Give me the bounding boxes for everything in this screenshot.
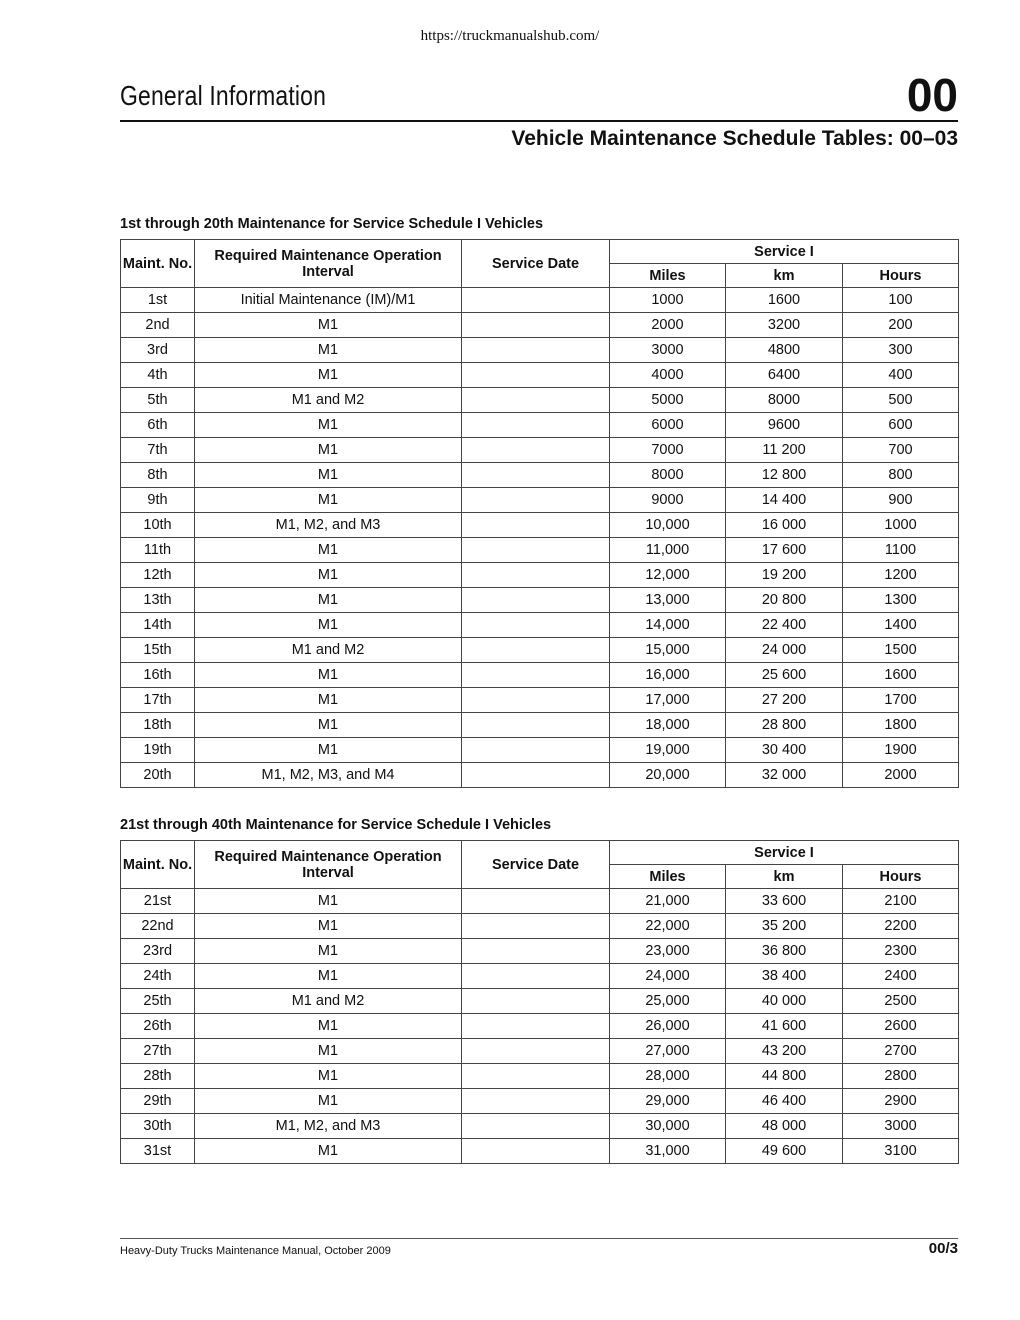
maint-no-cell: 3rd — [121, 338, 195, 363]
km-cell: 9600 — [726, 413, 843, 438]
maint-no-cell: 26th — [121, 1014, 195, 1039]
miles-cell: 20,000 — [610, 763, 726, 788]
maint-no-cell: 19th — [121, 738, 195, 763]
table-row — [121, 413, 959, 438]
hours-cell: 2700 — [843, 1039, 959, 1064]
operation-cell: M1 — [195, 1014, 462, 1039]
table-row — [121, 1139, 959, 1164]
miles-cell: 16,000 — [610, 663, 726, 688]
hours-cell: 2200 — [843, 914, 959, 939]
maint-no-cell: 24th — [121, 964, 195, 989]
service-date-cell — [462, 1014, 610, 1039]
table-row — [121, 1039, 959, 1064]
header-service-date: Service Date — [462, 240, 610, 288]
km-cell: 16 000 — [726, 513, 843, 538]
section-number: 00 — [906, 69, 958, 121]
hours-cell: 900 — [843, 488, 959, 513]
miles-cell: 12,000 — [610, 563, 726, 588]
km-cell: 3200 — [726, 313, 843, 338]
operation-cell: M1 — [195, 964, 462, 989]
service-date-cell — [462, 338, 610, 363]
km-cell: 43 200 — [726, 1039, 843, 1064]
hours-cell: 1600 — [843, 663, 959, 688]
source-url: https://truckmanualshub.com/ — [420, 28, 600, 44]
operation-cell: M1 — [195, 914, 462, 939]
operation-cell: M1 — [195, 738, 462, 763]
miles-cell: 26,000 — [610, 1014, 726, 1039]
hours-cell: 2100 — [843, 889, 959, 914]
miles-cell: 10,000 — [610, 513, 726, 538]
hours-cell: 2300 — [843, 939, 959, 964]
miles-cell: 28,000 — [610, 1064, 726, 1089]
km-cell: 17 600 — [726, 538, 843, 563]
maint-no-cell: 12th — [121, 563, 195, 588]
operation-cell: M1 — [195, 1039, 462, 1064]
operation-cell: M1 — [195, 463, 462, 488]
km-cell: 30 400 — [726, 738, 843, 763]
service-date-cell — [462, 463, 610, 488]
service-date-cell — [462, 363, 610, 388]
header-miles: Miles — [610, 865, 726, 889]
operation-cell: M1 — [195, 488, 462, 513]
operation-cell: M1 and M2 — [195, 638, 462, 663]
hours-cell: 1400 — [843, 613, 959, 638]
header-service-date: Service Date — [462, 841, 610, 889]
miles-cell: 8000 — [610, 463, 726, 488]
service-date-cell — [462, 288, 610, 313]
km-cell: 22 400 — [726, 613, 843, 638]
service-date-cell — [462, 538, 610, 563]
maint-no-cell: 1st — [121, 288, 195, 313]
operation-cell: M1 and M2 — [195, 388, 462, 413]
operation-cell: M1 — [195, 1064, 462, 1089]
service-date-cell — [462, 313, 610, 338]
km-cell: 14 400 — [726, 488, 843, 513]
header-maint-no: Maint. No. — [121, 240, 195, 288]
hours-cell: 500 — [843, 388, 959, 413]
header-service-group: Service I — [610, 240, 959, 264]
table-row — [121, 1014, 959, 1039]
maint-no-cell: 22nd — [121, 914, 195, 939]
table-body-1 — [121, 288, 959, 788]
table-row — [121, 1064, 959, 1089]
hours-cell: 300 — [843, 338, 959, 363]
table-row — [121, 513, 959, 538]
operation-cell: M1 — [195, 1089, 462, 1114]
service-date-cell — [462, 738, 610, 763]
operation-cell: M1 — [195, 363, 462, 388]
operation-cell: M1 — [195, 413, 462, 438]
table-caption-1: 1st through 20th Maintenance for Service Schedule I Vehicles — [120, 216, 544, 232]
maint-no-cell: 18th — [121, 713, 195, 738]
miles-cell: 3000 — [610, 338, 726, 363]
table-row — [121, 613, 959, 638]
service-date-cell — [462, 1064, 610, 1089]
maint-no-cell: 5th — [121, 388, 195, 413]
header-service-group: Service I — [610, 841, 959, 865]
km-cell: 38 400 — [726, 964, 843, 989]
service-date-cell — [462, 939, 610, 964]
maint-no-cell: 29th — [121, 1089, 195, 1114]
operation-cell: M1, M2, and M3 — [195, 1114, 462, 1139]
operation-cell: M1, M2, M3, and M4 — [195, 763, 462, 788]
miles-cell: 1000 — [610, 288, 726, 313]
miles-cell: 15,000 — [610, 638, 726, 663]
table-row — [121, 488, 959, 513]
miles-cell: 27,000 — [610, 1039, 726, 1064]
hours-cell: 2800 — [843, 1064, 959, 1089]
operation-cell: M1 — [195, 313, 462, 338]
miles-cell: 7000 — [610, 438, 726, 463]
hours-cell: 1000 — [843, 513, 959, 538]
service-date-cell — [462, 638, 610, 663]
operation-cell: M1 and M2 — [195, 989, 462, 1014]
header-operation: Required Maintenance Operation Interval — [195, 841, 462, 889]
service-date-cell — [462, 688, 610, 713]
table-row — [121, 939, 959, 964]
miles-cell: 25,000 — [610, 989, 726, 1014]
maint-no-cell: 28th — [121, 1064, 195, 1089]
hours-cell: 1100 — [843, 538, 959, 563]
table-row — [121, 663, 959, 688]
table-row — [121, 538, 959, 563]
service-date-cell — [462, 1039, 610, 1064]
maint-no-cell: 16th — [121, 663, 195, 688]
km-cell: 12 800 — [726, 463, 843, 488]
km-cell: 28 800 — [726, 713, 843, 738]
km-cell: 33 600 — [726, 889, 843, 914]
miles-cell: 17,000 — [610, 688, 726, 713]
footer-manual-title: Heavy-Duty Trucks Maintenance Manual, October 2009 — [120, 1245, 391, 1257]
miles-cell: 6000 — [610, 413, 726, 438]
table-row — [121, 1114, 959, 1139]
km-cell: 27 200 — [726, 688, 843, 713]
table-row — [121, 588, 959, 613]
hours-cell: 2600 — [843, 1014, 959, 1039]
km-cell: 20 800 — [726, 588, 843, 613]
table-row — [121, 914, 959, 939]
hours-cell: 1800 — [843, 713, 959, 738]
miles-cell: 30,000 — [610, 1114, 726, 1139]
km-cell: 11 200 — [726, 438, 843, 463]
table-row — [121, 738, 959, 763]
table-row — [121, 338, 959, 363]
operation-cell: M1 — [195, 688, 462, 713]
table-row — [121, 688, 959, 713]
service-date-cell — [462, 763, 610, 788]
service-date-cell — [462, 613, 610, 638]
km-cell: 35 200 — [726, 914, 843, 939]
miles-cell: 29,000 — [610, 1089, 726, 1114]
maint-no-cell: 17th — [121, 688, 195, 713]
operation-cell: M1 — [195, 538, 462, 563]
table-row — [121, 463, 959, 488]
header-rule — [120, 120, 958, 122]
operation-cell: M1 — [195, 438, 462, 463]
maint-no-cell: 23rd — [121, 939, 195, 964]
hours-cell: 800 — [843, 463, 959, 488]
service-date-cell — [462, 713, 610, 738]
header-miles: Miles — [610, 264, 726, 288]
miles-cell: 14,000 — [610, 613, 726, 638]
table-row — [121, 964, 959, 989]
hours-cell: 2000 — [843, 763, 959, 788]
maint-no-cell: 8th — [121, 463, 195, 488]
hours-cell: 700 — [843, 438, 959, 463]
table-row — [121, 563, 959, 588]
maint-no-cell: 30th — [121, 1114, 195, 1139]
operation-cell: M1 — [195, 713, 462, 738]
miles-cell: 19,000 — [610, 738, 726, 763]
miles-cell: 21,000 — [610, 889, 726, 914]
maint-no-cell: 4th — [121, 363, 195, 388]
km-cell: 4800 — [726, 338, 843, 363]
km-cell: 36 800 — [726, 939, 843, 964]
maint-no-cell: 7th — [121, 438, 195, 463]
header-hours: Hours — [843, 865, 959, 889]
operation-cell: M1 — [195, 663, 462, 688]
service-date-cell — [462, 663, 610, 688]
service-date-cell — [462, 914, 610, 939]
maint-no-cell: 21st — [121, 889, 195, 914]
km-cell: 44 800 — [726, 1064, 843, 1089]
miles-cell: 23,000 — [610, 939, 726, 964]
hours-cell: 1900 — [843, 738, 959, 763]
service-date-cell — [462, 964, 610, 989]
hours-cell: 2500 — [843, 989, 959, 1014]
km-cell: 32 000 — [726, 763, 843, 788]
operation-cell: M1 — [195, 563, 462, 588]
operation-cell: M1 — [195, 338, 462, 363]
miles-cell: 31,000 — [610, 1139, 726, 1164]
table-row — [121, 288, 959, 313]
operation-cell: Initial Maintenance (IM)/M1 — [195, 288, 462, 313]
header-maint-no: Maint. No. — [121, 841, 195, 889]
hours-cell: 3000 — [843, 1114, 959, 1139]
miles-cell: 18,000 — [610, 713, 726, 738]
miles-cell: 11,000 — [610, 538, 726, 563]
maintenance-table-1 — [120, 239, 959, 788]
hours-cell: 200 — [843, 313, 959, 338]
hours-cell: 400 — [843, 363, 959, 388]
km-cell: 49 600 — [726, 1139, 843, 1164]
service-date-cell — [462, 989, 610, 1014]
table-caption-2: 21st through 40th Maintenance for Service Schedule I Vehicles — [120, 817, 552, 833]
service-date-cell — [462, 438, 610, 463]
service-date-cell — [462, 1139, 610, 1164]
operation-cell: M1 — [195, 939, 462, 964]
operation-cell: M1 — [195, 613, 462, 638]
page-subtitle: Vehicle Maintenance Schedule Tables: 00–03 — [511, 127, 958, 150]
service-date-cell — [462, 413, 610, 438]
table-body-2 — [121, 889, 959, 1164]
maint-no-cell: 11th — [121, 538, 195, 563]
hours-cell: 2400 — [843, 964, 959, 989]
hours-cell: 1700 — [843, 688, 959, 713]
km-cell: 19 200 — [726, 563, 843, 588]
service-date-cell — [462, 1114, 610, 1139]
maint-no-cell: 10th — [121, 513, 195, 538]
hours-cell: 2900 — [843, 1089, 959, 1114]
service-date-cell — [462, 889, 610, 914]
hours-cell: 600 — [843, 413, 959, 438]
maint-no-cell: 9th — [121, 488, 195, 513]
hours-cell: 100 — [843, 288, 959, 313]
table-row — [121, 713, 959, 738]
km-cell: 8000 — [726, 388, 843, 413]
operation-cell: M1 — [195, 889, 462, 914]
footer-rule — [120, 1238, 958, 1239]
hours-cell: 1500 — [843, 638, 959, 663]
operation-cell: M1, M2, and M3 — [195, 513, 462, 538]
maint-no-cell: 20th — [121, 763, 195, 788]
header-operation: Required Maintenance Operation Interval — [195, 240, 462, 288]
miles-cell: 22,000 — [610, 914, 726, 939]
operation-cell: M1 — [195, 588, 462, 613]
maintenance-table-2 — [120, 840, 959, 1164]
maint-no-cell: 25th — [121, 989, 195, 1014]
hours-cell: 3100 — [843, 1139, 959, 1164]
miles-cell: 13,000 — [610, 588, 726, 613]
miles-cell: 4000 — [610, 363, 726, 388]
table-row — [121, 989, 959, 1014]
km-cell: 24 000 — [726, 638, 843, 663]
miles-cell: 24,000 — [610, 964, 726, 989]
maint-no-cell: 15th — [121, 638, 195, 663]
km-cell: 1600 — [726, 288, 843, 313]
service-date-cell — [462, 563, 610, 588]
table-row — [121, 438, 959, 463]
km-cell: 40 000 — [726, 989, 843, 1014]
header-km: km — [726, 865, 843, 889]
service-date-cell — [462, 388, 610, 413]
miles-cell: 9000 — [610, 488, 726, 513]
operation-cell: M1 — [195, 1139, 462, 1164]
miles-cell: 2000 — [610, 313, 726, 338]
service-date-cell — [462, 513, 610, 538]
service-date-cell — [462, 488, 610, 513]
km-cell: 41 600 — [726, 1014, 843, 1039]
maint-no-cell: 2nd — [121, 313, 195, 338]
service-date-cell — [462, 588, 610, 613]
table-row — [121, 638, 959, 663]
table-row — [121, 313, 959, 338]
section-title: General Information — [120, 80, 327, 111]
km-cell: 25 600 — [726, 663, 843, 688]
table-row — [121, 889, 959, 914]
table-row — [121, 1089, 959, 1114]
km-cell: 6400 — [726, 363, 843, 388]
table-row — [121, 763, 959, 788]
km-cell: 48 000 — [726, 1114, 843, 1139]
table-row — [121, 363, 959, 388]
service-date-cell — [462, 1089, 610, 1114]
maint-no-cell: 13th — [121, 588, 195, 613]
km-cell: 46 400 — [726, 1089, 843, 1114]
maint-no-cell: 31st — [121, 1139, 195, 1164]
table-row — [121, 388, 959, 413]
hours-cell: 1300 — [843, 588, 959, 613]
page-number: 00/3 — [928, 1240, 958, 1257]
hours-cell: 1200 — [843, 563, 959, 588]
maint-no-cell: 27th — [121, 1039, 195, 1064]
header-hours: Hours — [843, 264, 959, 288]
maint-no-cell: 14th — [121, 613, 195, 638]
maint-no-cell: 6th — [121, 413, 195, 438]
header-km: km — [726, 264, 843, 288]
miles-cell: 5000 — [610, 388, 726, 413]
